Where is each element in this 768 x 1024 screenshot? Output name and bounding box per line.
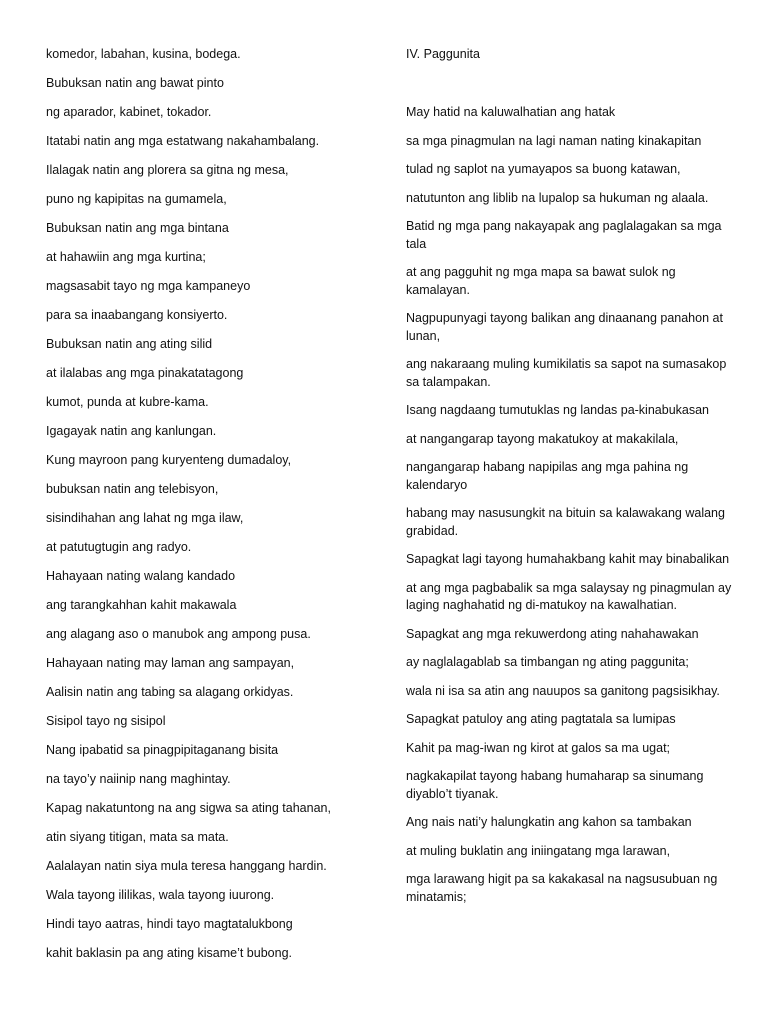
poem-stanza-line: at muling buklatin ang iniingatang mga larawan, [406,843,671,858]
poem-line: Aalisin natin ang tabing sa alagang orkidyas. [46,685,294,699]
poem-line: kumot, punda at kubre-kama. [46,395,209,409]
section-heading: IV. Paggunita [406,47,480,61]
poem-line: ang tarangkahhan kahit makawala [46,598,237,612]
poem-line: magsasabit tayo ng mga kampaneyo [46,279,251,293]
poem-line: Sisipol tayo ng sisipol [46,714,166,728]
poem-line: Aalalayan natin siya mula teresa hanggang hardin. [46,859,327,873]
poem-line: bubuksan natin ang telebisyon, [46,482,219,496]
poem-line: para sa inaabangang konsiyerto. [46,308,228,322]
poem-line: sisindihahan ang lahat ng mga ilaw, [46,511,244,525]
poem-stanza-line: nagkakapilat tayong habang humaharap sa sinumang diyablo’t tiyanak. [406,769,704,801]
poem-line: komedor, labahan, kusina, bodega. [46,47,241,61]
poem-line: kahit baklasin pa ang ating kisame’t bubong. [46,946,292,960]
poem-stanza-line: Nagpupunyagi tayong balikan ang dinaanang panahon at lunan, [406,311,723,343]
poem-line: Hahayaan nating walang kandado [46,569,236,583]
left-column [46,46,366,974]
poem-stanza-line: Sapagkat ang mga rekuwerdong ating nahahawakan [406,626,699,641]
poem-stanza-line: at ang pagguhit ng mga mapa sa bawat sulok ng kamalayan. [406,265,676,297]
poem-stanza-line: Sapagkat lagi tayong humahakbang kahit may binabalikan [406,552,730,566]
poem-stanza-line: ay naglalagablab sa timbangan ng ating paggunita; [406,655,689,669]
poem-stanza-line: Ang nais nati’y halungkatin ang kahon sa tambakan [406,815,692,829]
poem-stanza-line: Kahit pa mag-iwan ng kirot at galos sa ma ugat; [406,740,671,755]
poem-stanza-line: habang may nasusungkit na bituin sa kalawakang walang grabidad. [406,506,725,538]
poem-line: Wala tayong ililikas, wala tayong iuurong. [46,888,275,902]
poem-line: Nang ipabatid sa pinagpipitaganang bisita [46,743,279,757]
poem-line: Bubuksan natin ang ating silid [46,337,213,351]
poem-stanza-line: Batid ng mga pang nakayapak ang paglalagakan sa mga tala [406,219,722,251]
poem-stanza-line: Sapagkat patuloy ang ating pagtatala sa lumipas [406,712,676,726]
poem-line: at patutugtugin ang radyo. [46,540,192,554]
poem-line: at ilalabas ang mga pinakatatagong [46,366,244,380]
poem-stanza-line: wala ni isa sa atin ang nauupos sa ganitong pagsisikhay. [406,683,720,698]
poem-line: Kapag nakatuntong na ang sigwa sa ating tahanan, [46,801,331,815]
poem-stanza-line: natutunton ang liblib na lupalop sa hukuman ng alaala. [406,190,709,205]
poem-line: ng aparador, kabinet, tokador. [46,105,212,119]
poem-stanza-line: at ang mga pagbabalik sa mga salaysay ng pinagmulan ay laging naghahatid ng di-matukoy na kawalhatian. [406,580,732,612]
poem-line: Igagayak natin ang kanlungan. [46,424,217,438]
poem-stanza-line: Isang nagdaang tumutuklas ng landas pa-kinabukasan [406,403,709,417]
right-column [406,46,736,917]
poem-line: na tayo’y naiinip nang maghintay. [46,772,231,786]
poem-line: at hahawiin ang mga kurtina; [46,250,206,264]
poem-stanza-line: at nangangarap tayong makatukoy at makakilala, [406,431,679,446]
poem-line: Bubuksan natin ang mga bintana [46,221,229,235]
poem-line: Hindi tayo aatras, hindi tayo magtatalukbong [46,917,293,931]
poem-stanza-line: mga larawang higit pa sa kakakasal na nagsusubuan ng minatamis; [406,872,718,904]
poem-stanza-line: ang nakaraang muling kumikilatis sa sapot na sumasakop sa talampakan. [406,357,727,389]
poem-line: ang alagang aso o manubok ang ampong pusa. [46,627,311,641]
poem-stanza-line: sa mga pinagmulan na lagi naman nating kinakapitan [406,133,702,148]
poem-stanza-line: May hatid na kaluwalhatian ang hatak [406,105,616,119]
poem-line: Bubuksan natin ang bawat pinto [46,76,224,90]
poem-line: Hahayaan nating may laman ang sampayan, [46,656,295,670]
poem-line: Ilalagak natin ang plorera sa gitna ng mesa, [46,163,289,177]
poem-line: Kung mayroon pang kuryenteng dumadaloy, [46,453,292,467]
poem-line: atin siyang titigan, mata sa mata. [46,830,229,844]
poem-line: puno ng kapipitas na gumamela, [46,192,227,206]
poem-stanza-line: nangangarap habang napipilas ang mga pahina ng kalendaryo [406,460,689,492]
poem-line: Itatabi natin ang mga estatwang nakahambalang. [46,134,320,148]
poem-stanza-line: tulad ng saplot na yumayapos sa buong katawan, [406,162,681,176]
